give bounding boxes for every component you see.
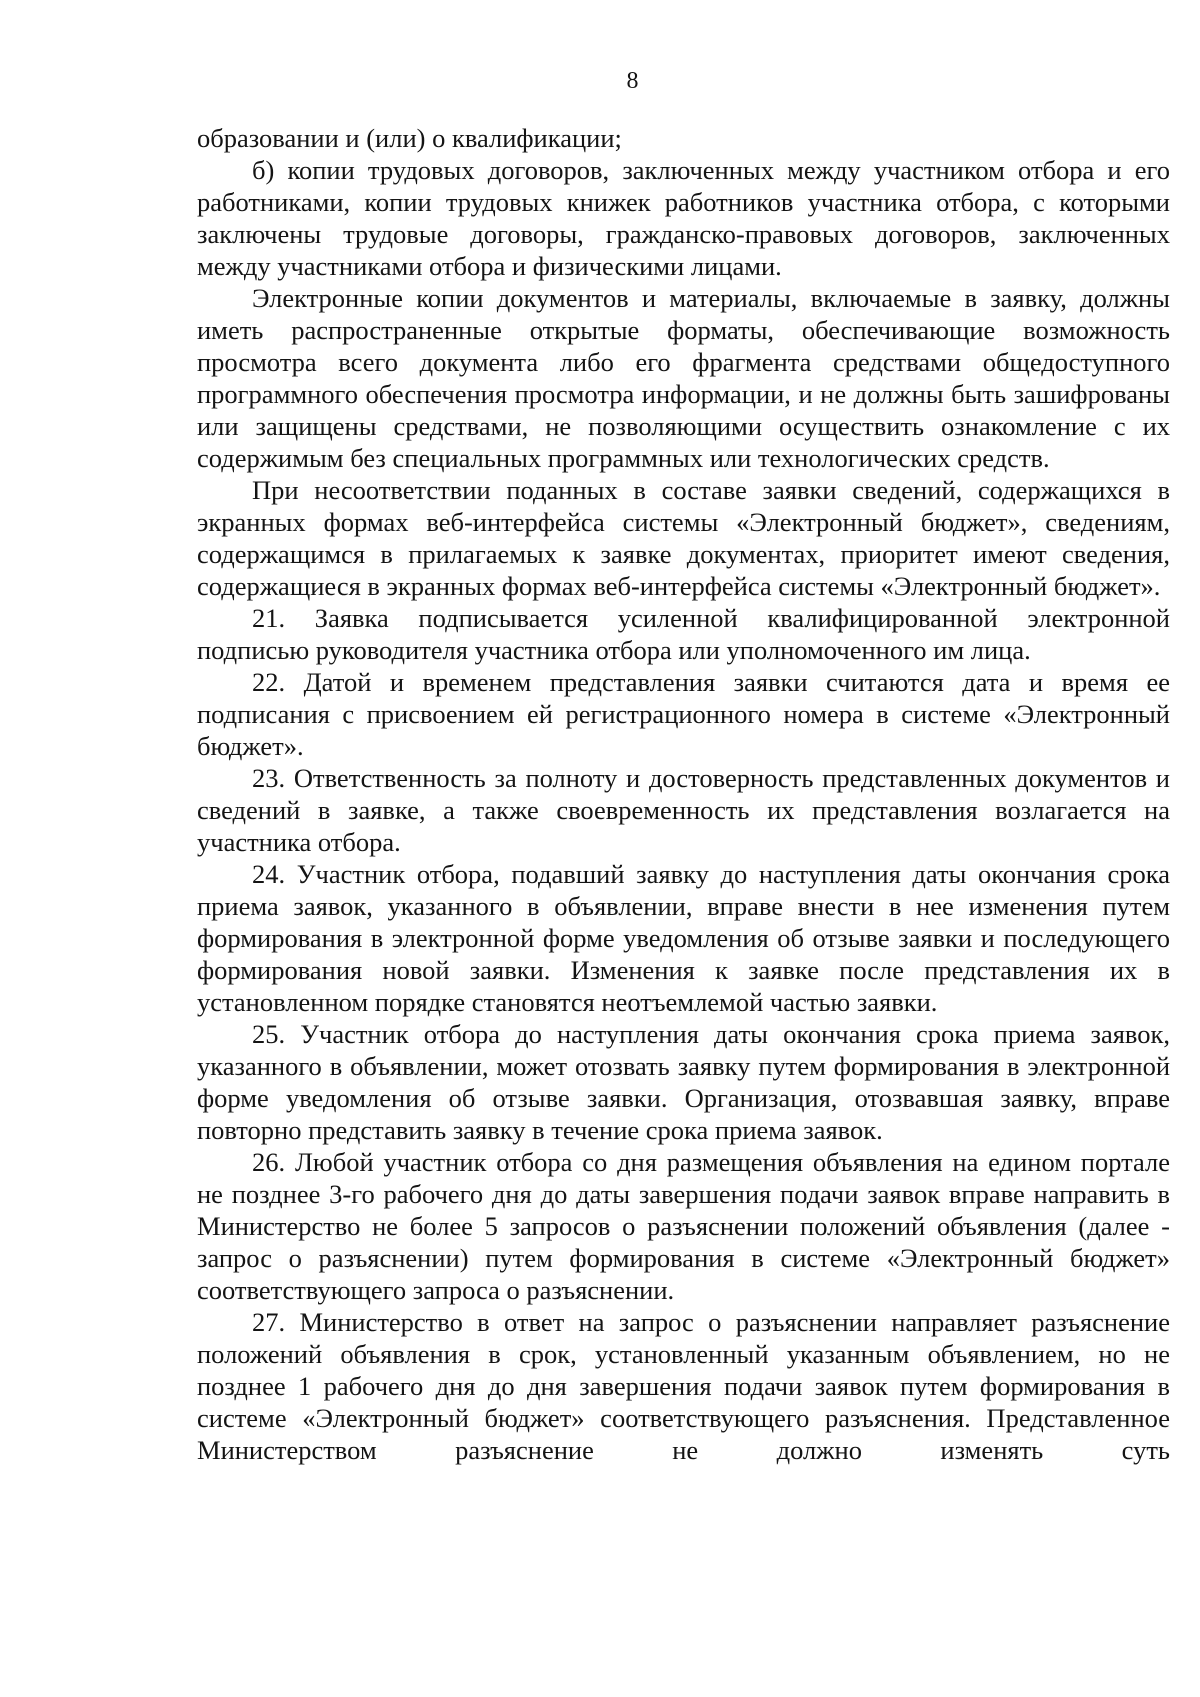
paragraph-item-23: 23. Ответственность за полноту и достоверность представленных документов и сведений в заявке, а также своевременность их представления возлагается на участника отбора. [197, 763, 1170, 857]
paragraph-item-27: 27. Министерство в ответ на запрос о разъяснении направляет разъяснение положений объявления в срок, установленный указанным объявлением, но не позднее 1 рабочего дня до дня завершения подачи заявок путем формирования в системе «Электронный бюджет» соответствующего разъяснения. Представленное Министерством разъяснение не должно изменять суть [197, 1307, 1170, 1465]
paragraph-employment-contracts: б) копии трудовых договоров, заключенных между участником отбора и его работниками, копии трудовых книжек работников участника отбора, с которыми заключены трудовые договоры, гражданско-правовых договоров, заключенных между участниками отбора и физическими лицами. [197, 155, 1170, 281]
paragraph-item-26: 26. Любой участник отбора со дня размещения объявления на едином портале не позднее 3-го рабочего дня до даты завершения подачи заявок вправе направить в Министерство не более 5 запросов о разъяснении положений объявления (далее - запрос о разъяснении) путем формирования в системе «Электронный бюджет» соответствующего запроса о разъяснении. [197, 1147, 1170, 1305]
paragraph-data-priority: При несоответствии поданных в составе заявки сведений, содержащихся в экранных формах веб-интерфейса системы «Электронный бюджет», сведениям, содержащимся в прилагаемых к заявке документах, приоритет имеют сведения, содержащиеся в экранных формах веб-интерфейса системы «Электронный бюджет». [197, 475, 1170, 601]
paragraph-education-continuation: образовании и (или) о квалификации; [197, 123, 622, 153]
paragraph-item-25: 25. Участник отбора до наступления даты окончания срока приема заявок, указанного в объявлении, может отозвать заявку путем формирования в электронной форме уведомления об отзыве заявки. Организация, отозвавшая заявку, вправе повторно представить заявку в течение срока приема заявок. [197, 1019, 1170, 1145]
page-number: 8 [626, 68, 639, 94]
paragraph-item-21: 21. Заявка подписывается усиленной квалифицированной электронной подписью руководителя участника отбора или уполномоченного им лица. [197, 603, 1170, 665]
paragraph-item-24: 24. Участник отбора, подавший заявку до наступления даты окончания срока приема заявок, указанного в объявлении, вправе внести в нее изменения путем формирования в электронной форме уведомления об отзыве заявки и последующего формирования новой заявки. Изменения к заявке после представления их в установленном порядке становятся неотъемлемой частью заявки. [197, 859, 1170, 1017]
document-body [197, 122, 1170, 1466]
paragraph-electronic-copies: Электронные копии документов и материалы, включаемые в заявку, должны иметь распространенные открытые форматы, обеспечивающие возможность просмотра всего документа либо его фрагмента средствами общедоступного программного обеспечения просмотра информации, и не должны быть зашифрованы или защищены средствами, не позволяющими осуществить ознакомление с их содержимым без специальных программных или технологических средств. [197, 283, 1170, 473]
paragraph-item-22: 22. Датой и временем представления заявки считаются дата и время ее подписания с присвоением ей регистрационного номера в системе «Электронный бюджет». [197, 667, 1170, 761]
